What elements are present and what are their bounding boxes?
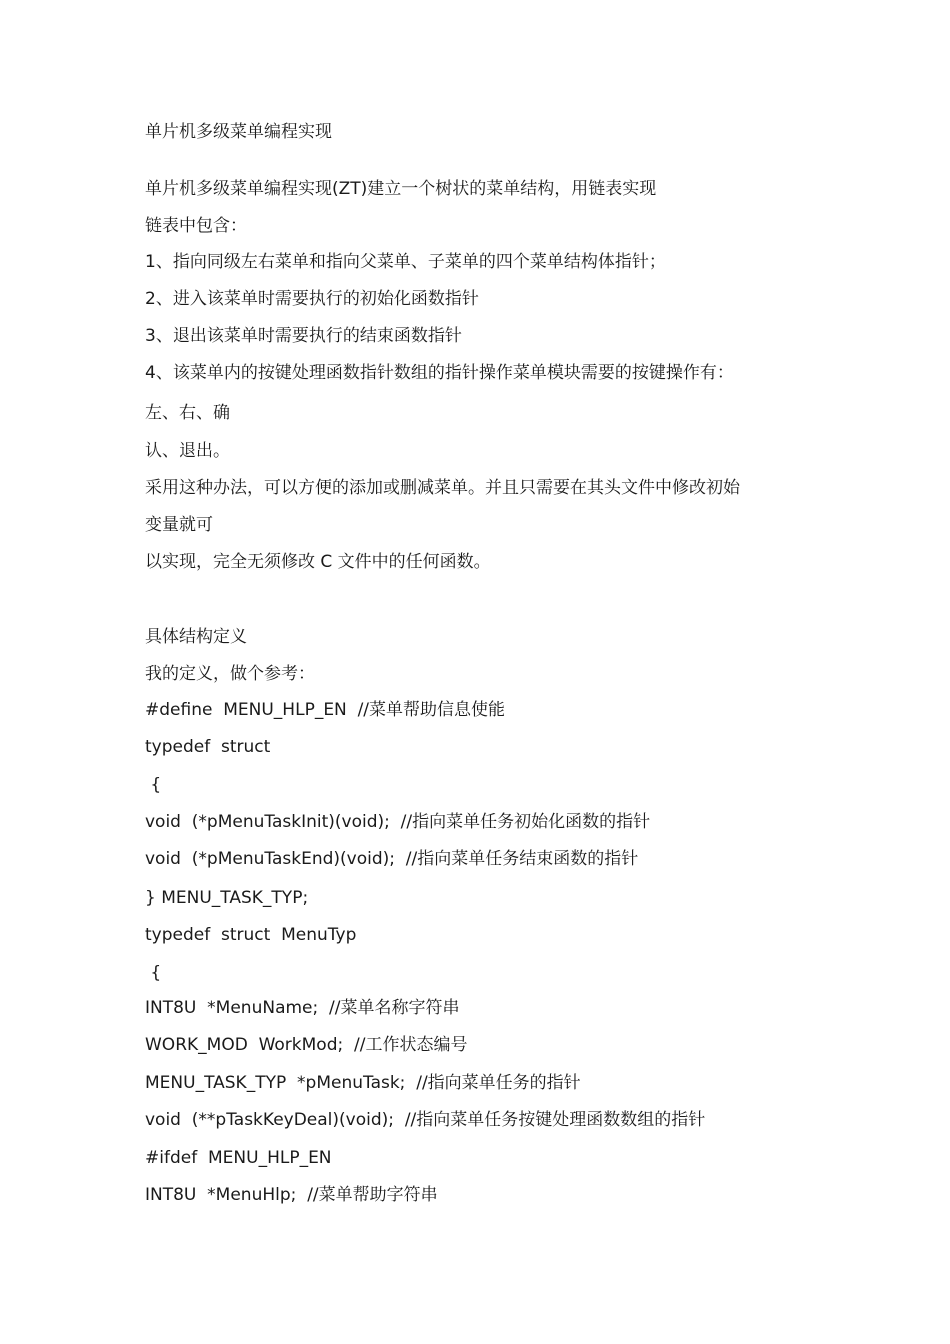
paragraph-line: 认、退出。 <box>145 441 230 461</box>
list-item: 4、该菜单内的按键处理函数指针数组的指针操作菜单模块需要的按键操作有： <box>145 363 734 383</box>
paragraph-line: 变量就可 <box>145 515 213 535</box>
code-line: { <box>145 775 162 795</box>
list-item: 3、退出该菜单时需要执行的结束函数指针 <box>145 326 462 346</box>
code-line: MENU_TASK_TYP *pMenuTask; //指向菜单任务的指针 <box>145 1073 581 1093</box>
paragraph-line: 我的定义，做个参考： <box>145 664 315 684</box>
document-title: 单片机多级菜单编程实现 <box>145 122 332 142</box>
code-line: void (**pTaskKeyDeal)(void); //指向菜单任务按键处理函数数组的指针 <box>145 1110 706 1130</box>
code-line: { <box>145 963 162 983</box>
code-line: typedef struct MenuTyp <box>145 925 357 945</box>
list-item: 1、指向同级左右菜单和指向父菜单、子菜单的四个菜单结构体指针； <box>145 252 666 272</box>
paragraph-line: 左、右、确 <box>145 403 230 423</box>
code-line: WORK_MOD WorkMod; //工作状态编号 <box>145 1035 468 1055</box>
code-line: #ifdef MENU_HLP_EN <box>145 1148 332 1168</box>
code-line: } MENU_TASK_TYP; <box>145 888 309 908</box>
paragraph-line: 链表中包含： <box>145 216 247 236</box>
list-item: 2、进入该菜单时需要执行的初始化函数指针 <box>145 289 479 309</box>
paragraph-line: 单片机多级菜单编程实现(ZT)建立一个树状的菜单结构，用链表实现 <box>145 179 657 199</box>
code-line: void (*pMenuTaskInit)(void); //指向菜单任务初始化函数的指针 <box>145 812 651 832</box>
code-line: typedef struct <box>145 737 271 757</box>
code-line: INT8U *MenuHlp; //菜单帮助字符串 <box>145 1185 438 1205</box>
paragraph-line: 采用这种办法，可以方便的添加或删减菜单。并且只需要在其头文件中修改初始 <box>145 478 740 498</box>
code-line: INT8U *MenuName; //菜单名称字符串 <box>145 998 460 1018</box>
section-heading: 具体结构定义 <box>145 627 247 647</box>
code-line: void (*pMenuTaskEnd)(void); //指向菜单任务结束函数的指针 <box>145 849 639 869</box>
code-line: #define MENU_HLP_EN //菜单帮助信息使能 <box>145 700 506 720</box>
paragraph-line: 以实现，完全无须修改 C 文件中的任何函数。 <box>145 552 491 572</box>
